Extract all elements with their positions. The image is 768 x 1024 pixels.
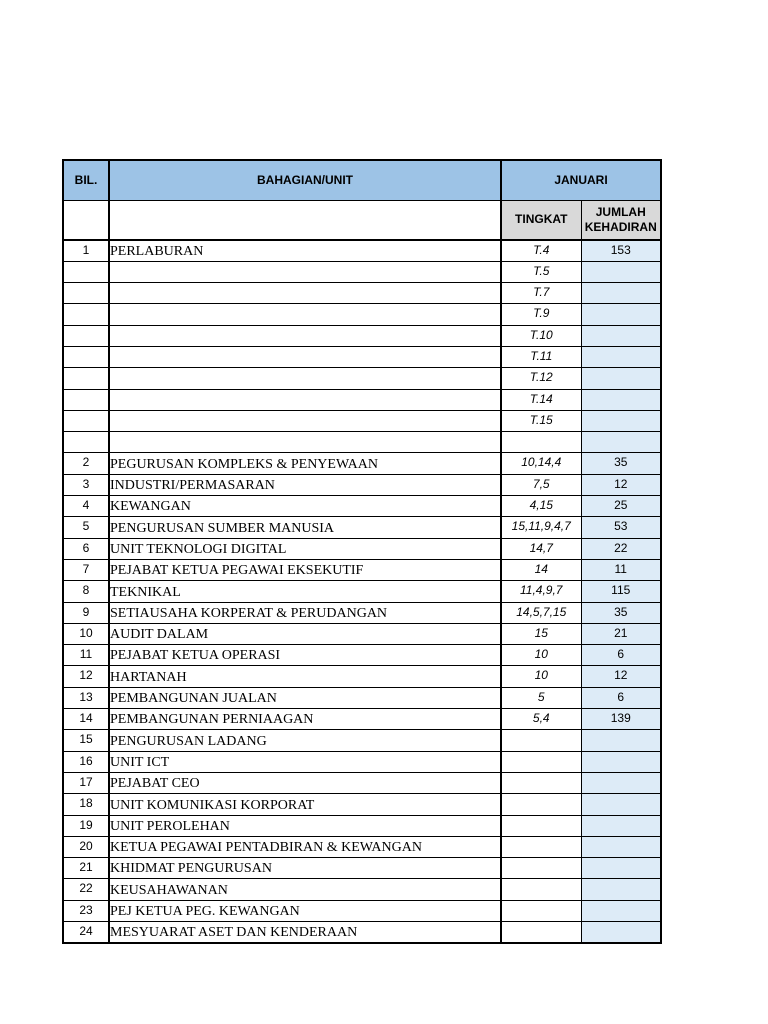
bil-cell: 10: [63, 623, 109, 644]
unit-cell: [109, 346, 501, 367]
bil-cell: 11: [63, 645, 109, 666]
table-row: [63, 623, 661, 644]
unit-cell: UNIT TEKNOLOGI DIGITAL: [109, 538, 501, 559]
jumlah-cell: [581, 368, 661, 389]
tingkat-cell: [501, 432, 581, 453]
tingkat-cell: [501, 730, 581, 751]
unit-cell: PEJABAT CEO: [109, 772, 501, 793]
bil-cell: [63, 261, 109, 282]
jumlah-cell: 11: [581, 559, 661, 580]
tingkat-cell: 15: [501, 623, 581, 644]
header-jumlah: JUMLAH KEHADIRAN: [581, 200, 661, 240]
unit-cell: KEWANGAN: [109, 496, 501, 517]
jumlah-cell: [581, 751, 661, 772]
unit-cell: PERLABURAN: [109, 240, 501, 261]
jumlah-cell: [581, 432, 661, 453]
jumlah-cell: 53: [581, 517, 661, 538]
table-row: [63, 517, 661, 538]
tingkat-cell: 7,5: [501, 474, 581, 495]
table-row: [63, 283, 661, 304]
unit-cell: PEMBANGUNAN PERNIAAGAN: [109, 709, 501, 730]
table-row: [63, 496, 661, 517]
unit-cell: [109, 283, 501, 304]
bil-cell: 22: [63, 879, 109, 900]
tingkat-cell: 14,7: [501, 538, 581, 559]
unit-cell: MESYUARAT ASET DAN KENDERAAN: [109, 922, 501, 943]
table-row: [63, 645, 661, 666]
jumlah-cell: 6: [581, 645, 661, 666]
table-body: [63, 240, 661, 943]
table-row: [63, 602, 661, 623]
bil-cell: 21: [63, 858, 109, 879]
jumlah-cell: 25: [581, 496, 661, 517]
unit-cell: PENGURUSAN LADANG: [109, 730, 501, 751]
jumlah-cell: [581, 283, 661, 304]
tingkat-cell: [501, 772, 581, 793]
bil-cell: [63, 410, 109, 431]
table-row: [63, 687, 661, 708]
unit-cell: UNIT KOMUNIKASI KORPORAT: [109, 794, 501, 815]
tingkat-cell: 14,5,7,15: [501, 602, 581, 623]
bil-cell: 24: [63, 922, 109, 943]
tingkat-cell: T.7: [501, 283, 581, 304]
unit-cell: [109, 261, 501, 282]
table-row: [63, 836, 661, 857]
bil-cell: 4: [63, 496, 109, 517]
tingkat-cell: 10: [501, 645, 581, 666]
table-row: [63, 453, 661, 474]
tingkat-cell: 11,4,9,7: [501, 581, 581, 602]
tingkat-cell: T.5: [501, 261, 581, 282]
tingkat-cell: 4,15: [501, 496, 581, 517]
unit-cell: SETIAUSAHA KORPERAT & PERUDANGAN: [109, 602, 501, 623]
jumlah-cell: [581, 879, 661, 900]
tingkat-cell: [501, 751, 581, 772]
bil-cell: [63, 283, 109, 304]
jumlah-cell: 115: [581, 581, 661, 602]
unit-cell: [109, 304, 501, 325]
table-row: [63, 666, 661, 687]
table-row: [63, 581, 661, 602]
table-row: [63, 858, 661, 879]
table-row: [63, 815, 661, 836]
table-row: [63, 772, 661, 793]
jumlah-cell: 35: [581, 453, 661, 474]
jumlah-cell: [581, 900, 661, 921]
bil-cell: 8: [63, 581, 109, 602]
header-tingkat: TINGKAT: [501, 200, 581, 240]
jumlah-cell: [581, 346, 661, 367]
unit-cell: [109, 432, 501, 453]
unit-cell: INDUSTRI/PERMASARAN: [109, 474, 501, 495]
tingkat-cell: T.4: [501, 240, 581, 261]
bil-cell: 5: [63, 517, 109, 538]
bil-cell: 20: [63, 836, 109, 857]
table-header: [63, 160, 661, 240]
unit-cell: [109, 410, 501, 431]
unit-cell: PENGURUSAN SUMBER MANUSIA: [109, 517, 501, 538]
unit-cell: [109, 325, 501, 346]
bil-cell: [63, 325, 109, 346]
jumlah-cell: 22: [581, 538, 661, 559]
unit-cell: PEJABAT KETUA OPERASI: [109, 645, 501, 666]
tingkat-cell: T.12: [501, 368, 581, 389]
table-row: [63, 368, 661, 389]
tingkat-cell: 10: [501, 666, 581, 687]
jumlah-cell: [581, 772, 661, 793]
tingkat-cell: T.10: [501, 325, 581, 346]
bil-cell: [63, 432, 109, 453]
bil-cell: [63, 368, 109, 389]
unit-cell: PEJ KETUA PEG. KEWANGAN: [109, 900, 501, 921]
jumlah-cell: [581, 410, 661, 431]
bil-cell: 6: [63, 538, 109, 559]
unit-cell: TEKNIKAL: [109, 581, 501, 602]
header-bil: BIL.: [63, 160, 109, 200]
unit-cell: KEUSAHAWANAN: [109, 879, 501, 900]
bil-cell: 14: [63, 709, 109, 730]
table-row: [63, 900, 661, 921]
unit-cell: HARTANAH: [109, 666, 501, 687]
table-row: [63, 538, 661, 559]
tingkat-cell: [501, 900, 581, 921]
bil-cell: 19: [63, 815, 109, 836]
jumlah-cell: [581, 794, 661, 815]
jumlah-cell: 12: [581, 474, 661, 495]
attendance-table: [62, 159, 662, 944]
jumlah-cell: 35: [581, 602, 661, 623]
header-bil-blank: [63, 200, 109, 240]
jumlah-cell: [581, 815, 661, 836]
table-row: [63, 304, 661, 325]
jumlah-cell: [581, 304, 661, 325]
table-row: [63, 794, 661, 815]
bil-cell: [63, 346, 109, 367]
unit-cell: PEJABAT KETUA PEGAWAI EKSEKUTIF: [109, 559, 501, 580]
unit-cell: PEGURUSAN KOMPLEKS & PENYEWAAN: [109, 453, 501, 474]
header-unit-blank: [109, 200, 501, 240]
jumlah-cell: 21: [581, 623, 661, 644]
tingkat-cell: 14: [501, 559, 581, 580]
unit-cell: AUDIT DALAM: [109, 623, 501, 644]
tingkat-cell: [501, 858, 581, 879]
jumlah-cell: 153: [581, 240, 661, 261]
tingkat-cell: T.15: [501, 410, 581, 431]
jumlah-cell: 139: [581, 709, 661, 730]
jumlah-cell: [581, 922, 661, 943]
bil-cell: 2: [63, 453, 109, 474]
unit-cell: KHIDMAT PENGURUSAN: [109, 858, 501, 879]
tingkat-cell: [501, 815, 581, 836]
tingkat-cell: [501, 922, 581, 943]
jumlah-cell: [581, 325, 661, 346]
bil-cell: 3: [63, 474, 109, 495]
table-row: [63, 240, 661, 261]
bil-cell: 16: [63, 751, 109, 772]
tingkat-cell: [501, 836, 581, 857]
unit-cell: UNIT PEROLEHAN: [109, 815, 501, 836]
tingkat-cell: 10,14,4: [501, 453, 581, 474]
unit-cell: PEMBANGUNAN JUALAN: [109, 687, 501, 708]
unit-cell: [109, 368, 501, 389]
tingkat-cell: 5: [501, 687, 581, 708]
table-row: [63, 325, 661, 346]
tingkat-cell: [501, 794, 581, 815]
header-month: JANUARI: [501, 160, 661, 200]
header-unit: BAHAGIAN/UNIT: [109, 160, 501, 200]
jumlah-cell: [581, 389, 661, 410]
table-row: [63, 389, 661, 410]
table-row: [63, 879, 661, 900]
table-row: [63, 410, 661, 431]
table-row: [63, 559, 661, 580]
tingkat-cell: [501, 879, 581, 900]
unit-cell: UNIT ICT: [109, 751, 501, 772]
table-row: [63, 261, 661, 282]
jumlah-cell: 6: [581, 687, 661, 708]
bil-cell: 18: [63, 794, 109, 815]
bil-cell: [63, 389, 109, 410]
table-row: [63, 474, 661, 495]
table-row: [63, 709, 661, 730]
table-row: [63, 432, 661, 453]
bil-cell: 7: [63, 559, 109, 580]
tingkat-cell: T.9: [501, 304, 581, 325]
bil-cell: 15: [63, 730, 109, 751]
bil-cell: [63, 304, 109, 325]
bil-cell: 23: [63, 900, 109, 921]
tingkat-cell: T.11: [501, 346, 581, 367]
bil-cell: 13: [63, 687, 109, 708]
jumlah-cell: [581, 730, 661, 751]
bil-cell: 1: [63, 240, 109, 261]
unit-cell: KETUA PEGAWAI PENTADBIRAN & KEWANGAN: [109, 836, 501, 857]
bil-cell: 17: [63, 772, 109, 793]
tingkat-cell: 15,11,9,4,7: [501, 517, 581, 538]
unit-cell: [109, 389, 501, 410]
tingkat-cell: 5,4: [501, 709, 581, 730]
table-row: [63, 751, 661, 772]
jumlah-cell: [581, 858, 661, 879]
jumlah-cell: [581, 836, 661, 857]
table-row: [63, 922, 661, 943]
bil-cell: 9: [63, 602, 109, 623]
bil-cell: 12: [63, 666, 109, 687]
table-row: [63, 730, 661, 751]
table-row: [63, 346, 661, 367]
tingkat-cell: T.14: [501, 389, 581, 410]
jumlah-cell: 12: [581, 666, 661, 687]
jumlah-cell: [581, 261, 661, 282]
